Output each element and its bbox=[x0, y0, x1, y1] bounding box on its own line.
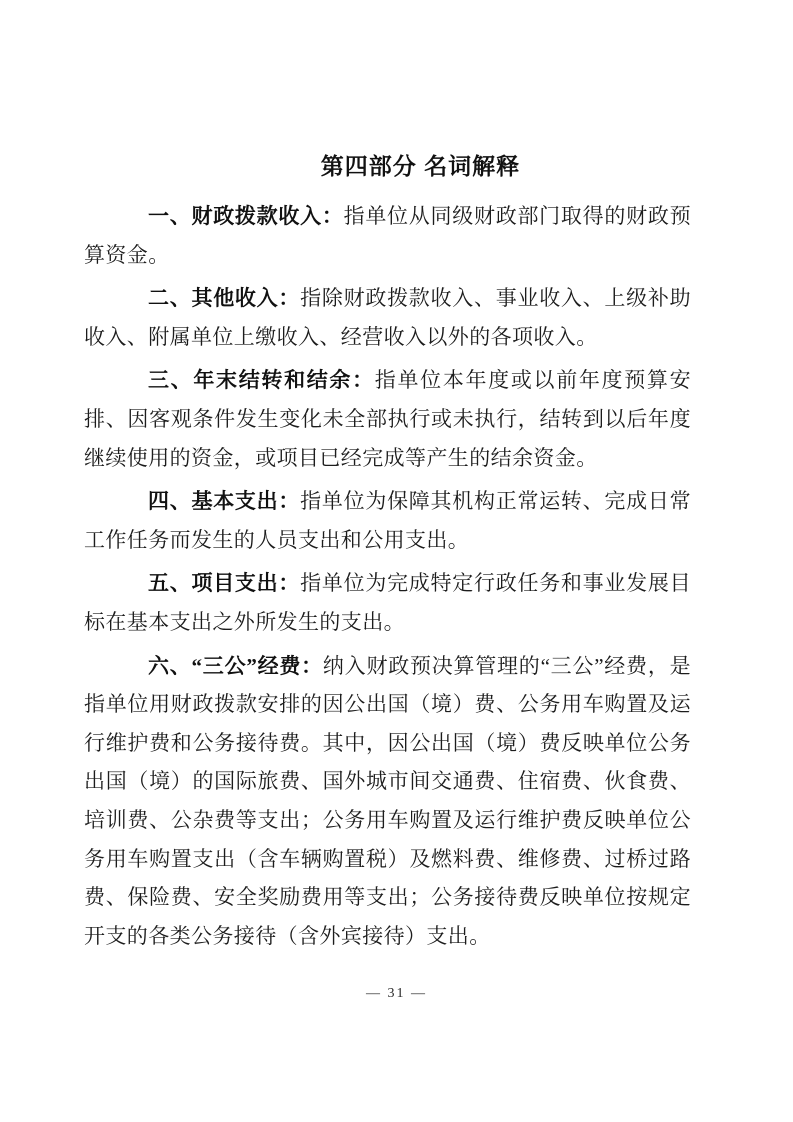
term-definition: 指单位为完成特定行政任务和事业发展目标在基本支出之外所发生的支出。 bbox=[84, 571, 691, 634]
term-label: 三、年末结转和结余： bbox=[148, 368, 375, 393]
term-label: 五、项目支出： bbox=[148, 571, 301, 596]
page-title: 第四部分 名词解释 bbox=[320, 153, 521, 179]
term-definition: 指单位从同级财政部门取得的财政预算资金。 bbox=[84, 204, 691, 267]
definition-paragraph bbox=[84, 564, 691, 641]
term-definition: 纳入财政预决算管理的“三公”经费，是指单位用财政拨款安排的因公出国（境）费、公务用车购置及运行维护费和公务接待费。其中，因公出国（境）费反映单位公务出国（境）的国际旅费、国外城市间交通费、住宿费、伙食费、培训费、公杂费等支出；公务用车购置及运行维护费反映单位公务用车购置支出（含车辆购置税）及燃料费、维修费、过桥过路费、保险费、安全奖励费用等支出；公务接待费反映单位按规定开支的各类公务接待（含外宾接待）支出。 bbox=[84, 653, 691, 948]
term-definition: 指单位本年度或以前年度预算安排、因客观条件发生变化未全部执行或未执行，结转到以后年度继续使用的资金，或项目已经完成等产生的结余资金。 bbox=[84, 368, 691, 470]
definition-paragraph bbox=[84, 197, 691, 274]
term-definition: 指单位为保障其机构正常运转、完成日常工作任务而发生的人员支出和公用支出。 bbox=[84, 489, 691, 552]
term-definition: 指除财政拨款收入、事业收入、上级补助收入、附属单位上缴收入、经营收入以外的各项收入。 bbox=[84, 286, 691, 349]
term-label: 六、“三公”经费： bbox=[148, 653, 323, 678]
definition-paragraph bbox=[84, 279, 691, 356]
page-number: — 31 — bbox=[366, 986, 427, 1001]
definition-paragraph bbox=[84, 482, 691, 559]
term-label: 二、其他收入： bbox=[148, 286, 301, 311]
definition-paragraph bbox=[84, 647, 691, 956]
document-body bbox=[84, 153, 691, 955]
term-label: 一、财政拨款收入： bbox=[148, 204, 344, 228]
term-label: 四、基本支出： bbox=[148, 489, 301, 514]
definition-paragraph bbox=[84, 361, 691, 477]
